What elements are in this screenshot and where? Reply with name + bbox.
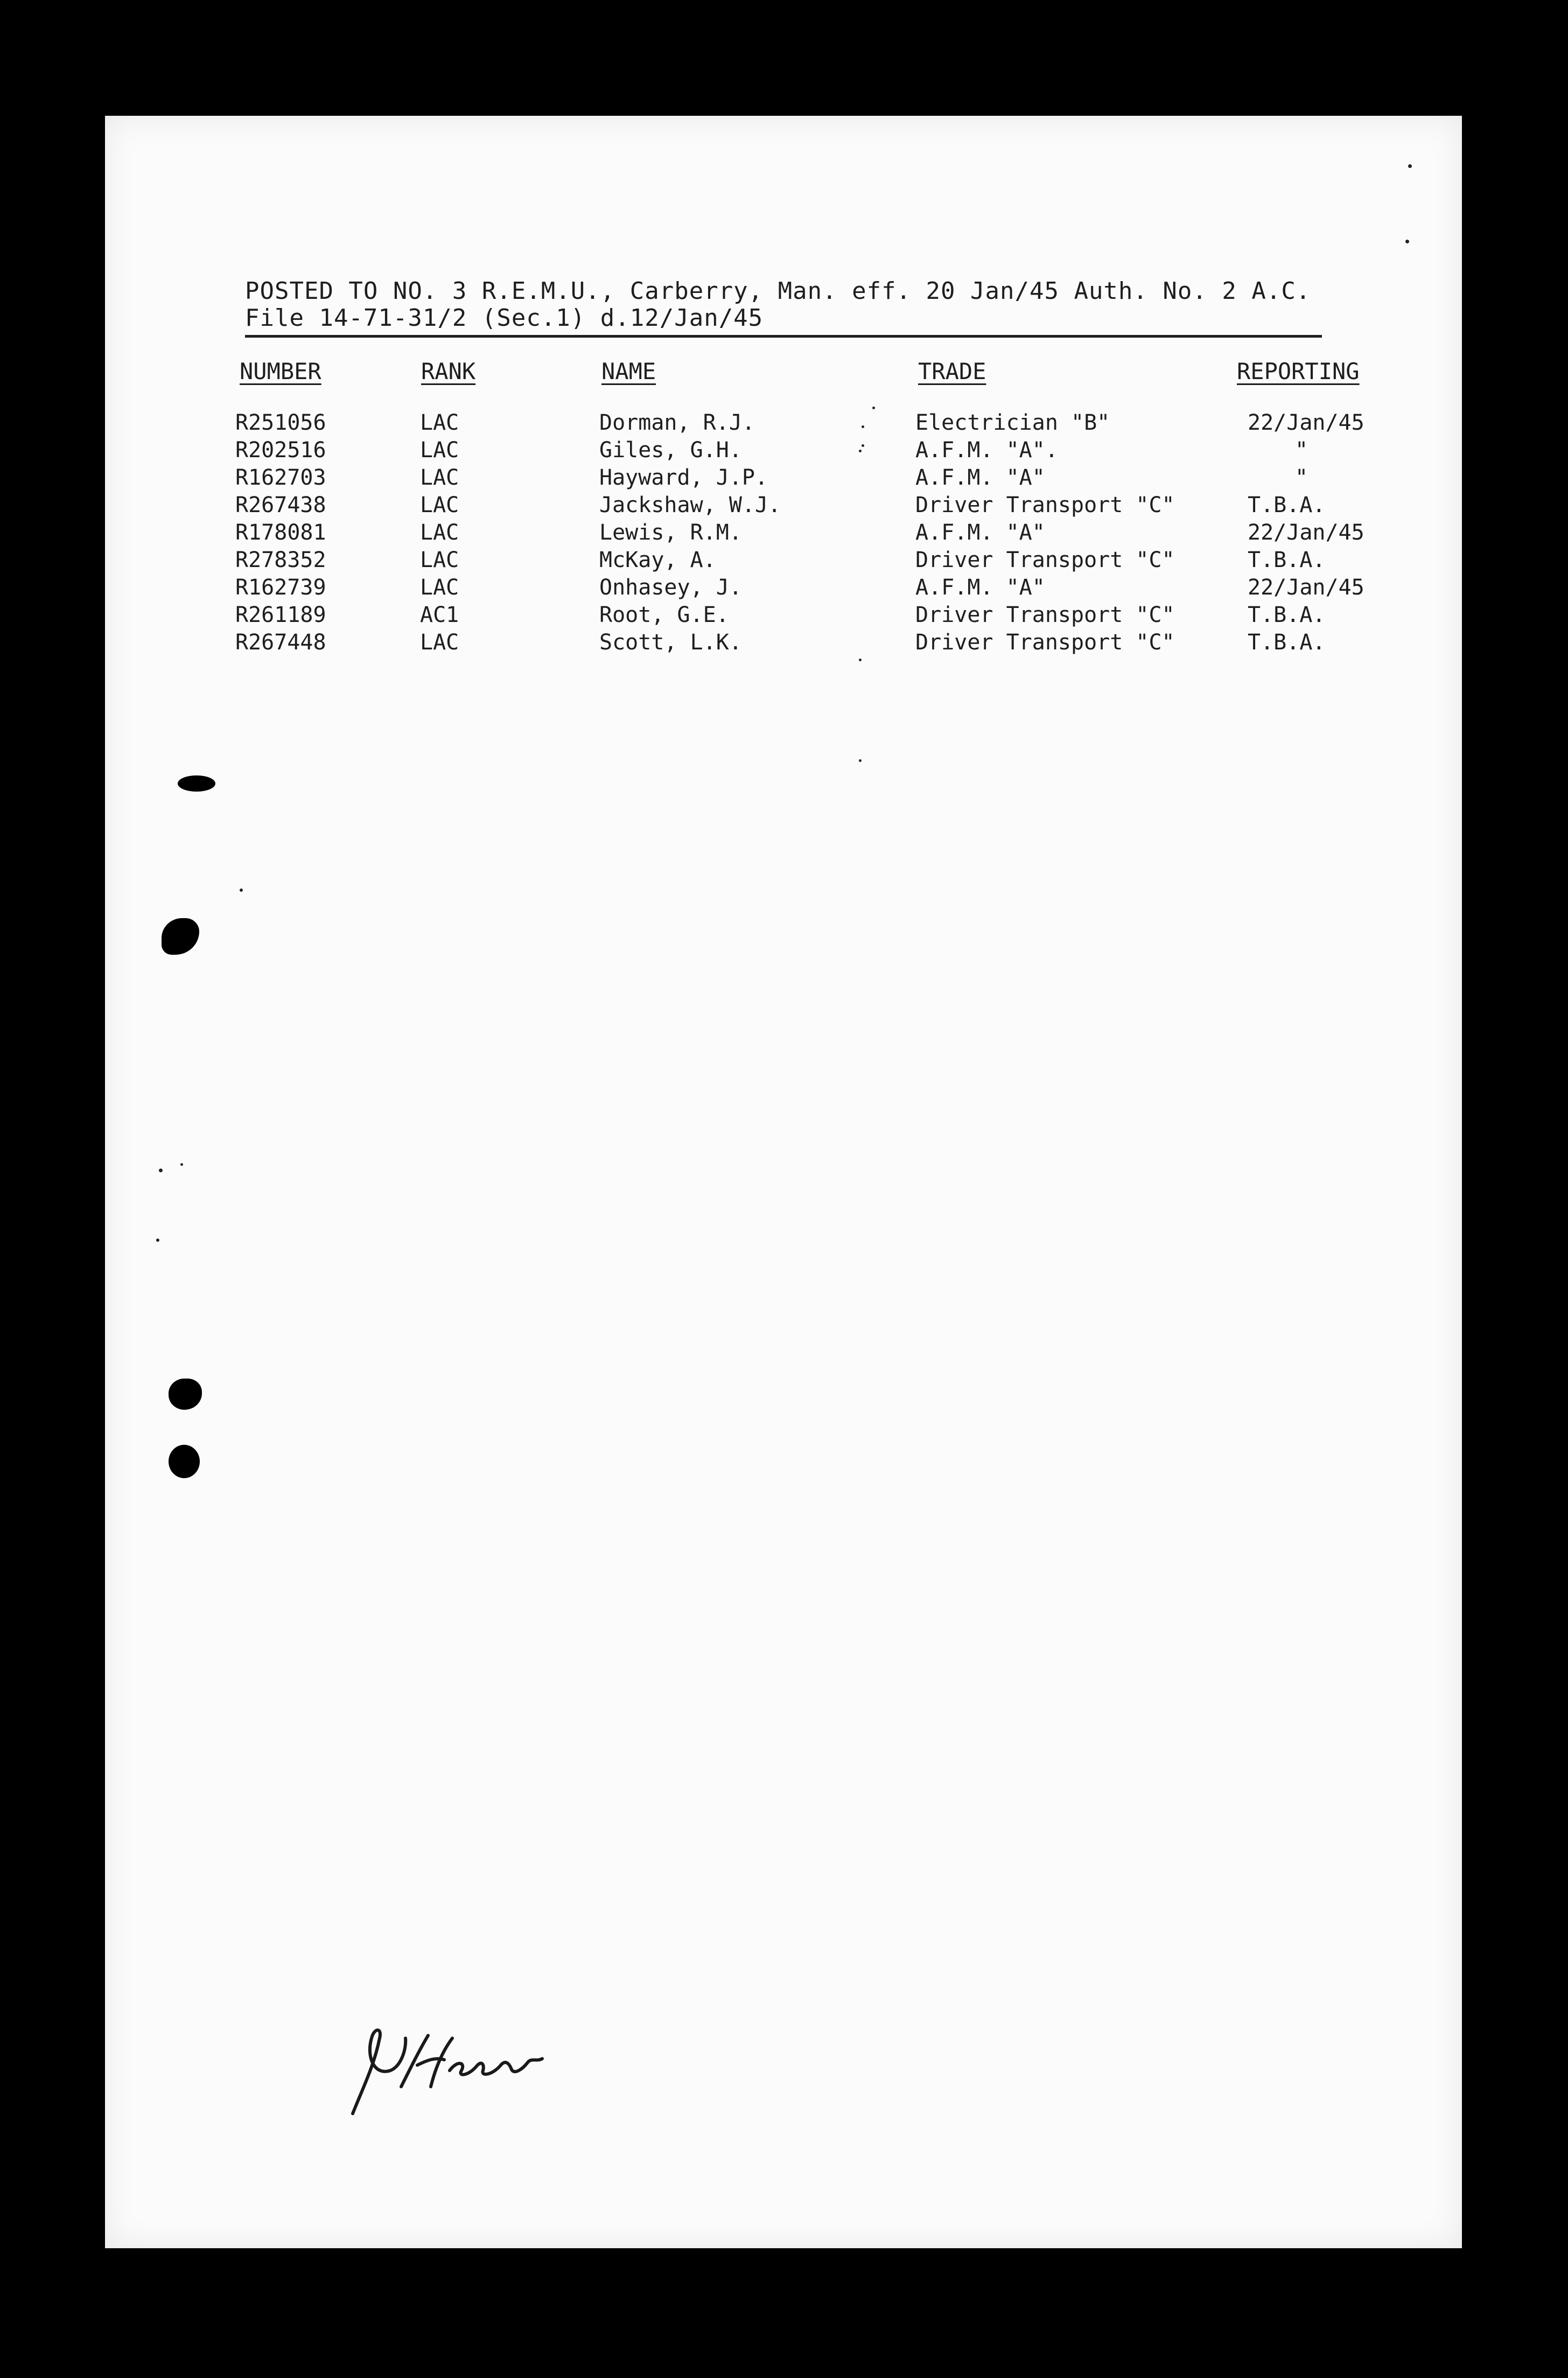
name-cell: Giles, G.H. (599, 438, 742, 463)
trade-cell: Driver Transport "C" (915, 548, 1175, 572)
column-header-number: NUMBER (240, 358, 321, 384)
table-row (105, 492, 1462, 519)
service-number-cell: R202516 (235, 438, 326, 463)
speck (872, 407, 875, 409)
trade-cell: A.F.M. "A". (915, 438, 1058, 463)
rank-cell: LAC (420, 410, 459, 435)
trade-cell: Driver Transport "C" (915, 603, 1175, 627)
rank-cell: AC1 (420, 603, 459, 627)
table-row (105, 574, 1462, 602)
trade-cell: A.F.M. "A" (915, 520, 1045, 545)
punch-hole (169, 1445, 200, 1478)
rank-cell: LAC (420, 465, 459, 490)
trade-cell: A.F.M. "A" (915, 575, 1045, 600)
table-row (105, 437, 1462, 464)
file-reference: File 14-71-31/2 (Sec.1) d.12/Jan/45 (245, 304, 1322, 338)
reporting-date-cell: T.B.A. (1248, 548, 1326, 572)
column-header-name: NAME (601, 358, 656, 384)
table-row (105, 547, 1462, 574)
signature-mark (342, 2006, 568, 2124)
name-cell: Onhasey, J. (599, 575, 742, 600)
reporting-date-cell: " (1295, 438, 1308, 463)
speck (1405, 240, 1409, 243)
reporting-date-cell: " (1295, 465, 1308, 490)
document-page (105, 116, 1462, 2248)
name-cell: Lewis, R.M. (599, 520, 742, 545)
reporting-date-cell: 22/Jan/45 (1248, 575, 1364, 600)
punch-hole (178, 775, 215, 792)
punch-hole (169, 1379, 202, 1410)
service-number-cell: R178081 (235, 520, 326, 545)
speck (859, 759, 862, 762)
column-header-trade: TRADE (918, 358, 986, 384)
name-cell: McKay, A. (599, 548, 716, 572)
rank-cell: LAC (420, 520, 459, 545)
service-number-cell: R251056 (235, 410, 326, 435)
reporting-date-cell: T.B.A. (1248, 630, 1326, 655)
name-cell: Dorman, R.J. (599, 410, 755, 435)
table-row (105, 629, 1462, 656)
speck (240, 889, 243, 892)
table-row (105, 409, 1462, 437)
name-cell: Jackshaw, W.J. (599, 493, 781, 517)
trade-cell: Electrician "B" (915, 410, 1110, 435)
speck (156, 1239, 159, 1242)
trade-cell: A.F.M. "A" (915, 465, 1045, 490)
rank-cell: LAC (420, 493, 459, 517)
speck (159, 1169, 163, 1172)
name-cell: Scott, L.K. (599, 630, 742, 655)
service-number-cell: R162739 (235, 575, 326, 600)
rank-cell: LAC (420, 575, 459, 600)
rank-cell: LAC (420, 438, 459, 463)
posting-header: POSTED TO NO. 3 R.E.M.U., Carberry, Man. eff. 20 Jan/45 Auth. No. 2 A.C. (245, 277, 1311, 305)
speck (180, 1163, 183, 1166)
name-cell: Hayward, J.P. (599, 465, 768, 490)
reporting-date-cell: T.B.A. (1248, 603, 1326, 627)
service-number-cell: R267438 (235, 493, 326, 517)
speck (1408, 164, 1412, 168)
table-row (105, 602, 1462, 629)
speck (859, 450, 862, 452)
service-number-cell: R267448 (235, 630, 326, 655)
column-header-rank: RANK (421, 358, 476, 384)
speck (862, 444, 864, 447)
reporting-date-cell: 22/Jan/45 (1248, 410, 1364, 435)
service-number-cell: R278352 (235, 548, 326, 572)
service-number-cell: R261189 (235, 603, 326, 627)
punch-hole (162, 918, 199, 955)
rank-cell: LAC (420, 630, 459, 655)
reporting-date-cell: 22/Jan/45 (1248, 520, 1364, 545)
trade-cell: Driver Transport "C" (915, 493, 1175, 517)
speck (862, 425, 864, 428)
table-row (105, 519, 1462, 547)
trade-cell: Driver Transport "C" (915, 630, 1175, 655)
column-header-reporting: REPORTING (1237, 358, 1360, 384)
speck (859, 659, 862, 661)
rank-cell: LAC (420, 548, 459, 572)
service-number-cell: R162703 (235, 465, 326, 490)
table-row (105, 464, 1462, 492)
reporting-date-cell: T.B.A. (1248, 493, 1326, 517)
name-cell: Root, G.E. (599, 603, 729, 627)
